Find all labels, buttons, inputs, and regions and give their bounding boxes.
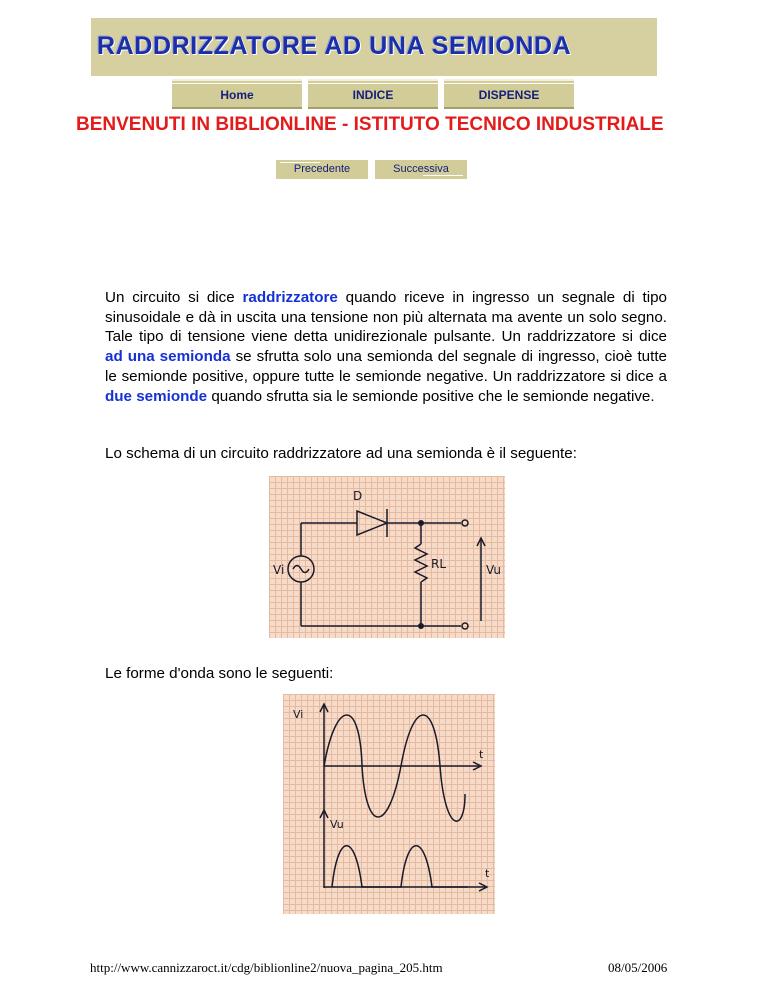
welcome-heading: BENVENUTI IN BIBLIONLINE - ISTITUTO TECNICO INDUSTRIALE xyxy=(76,114,664,135)
diode-symbol xyxy=(357,511,387,535)
keyword-ad-una-semionda: ad una semionda xyxy=(105,348,231,366)
input-wave-label: Vi xyxy=(293,708,304,721)
output-wave-label: Vu xyxy=(330,818,344,831)
output-time-label: t xyxy=(485,867,490,880)
intro-text-2: quando riceve in ingresso un segnale di tipo sinusoidale e dà in uscita una tensione non più alternata ma avente un solo segno. Tale tipo di tensione viene detta unidirezionale pulsante. Un raddrizzatore si dice xyxy=(105,289,667,346)
resistor-symbol xyxy=(415,544,427,582)
keyword-raddrizzatore: raddrizzatore xyxy=(242,289,338,306)
waveform-diagram xyxy=(283,694,495,914)
next-button[interactable] xyxy=(375,160,467,179)
circuit-diagram xyxy=(269,476,505,638)
input-sine-wave xyxy=(324,715,465,821)
input-voltage-label: Vi xyxy=(273,563,285,577)
nav-home-button[interactable] xyxy=(172,79,302,109)
intro-text-4: quando sfrutta sia le semionde positive che le semionde negative. xyxy=(207,387,655,405)
nav-indice-label: INDICE xyxy=(352,88,394,102)
keyword-due-semionde: due semionde xyxy=(105,387,208,405)
prev-button[interactable] xyxy=(276,160,368,179)
footer-url: http://www.cannizzaroct.it/cdg/biblionline2/nuova_pagina_205.htm xyxy=(90,960,443,975)
waveform-svg xyxy=(283,694,495,914)
circuit-svg xyxy=(269,476,505,638)
diode-label: D xyxy=(353,489,363,503)
resistor-label: RL xyxy=(431,557,447,571)
nav-dispense-label: DISPENSE xyxy=(478,88,540,102)
schema-caption: Lo schema di un circuito raddrizzatore ad una semionda è il seguente: xyxy=(105,445,577,462)
header-banner xyxy=(91,18,657,76)
prev-label: Precedente xyxy=(293,163,351,175)
waveform-caption: Le forme d'onda sono le seguenti: xyxy=(105,665,334,682)
footer-date: 08/05/2006 xyxy=(608,960,668,975)
nav-dispense-button[interactable] xyxy=(444,79,574,109)
intro-text-1: Un circuito si dice xyxy=(105,289,243,306)
intro-text-3: se sfrutta solo una semionda del segnale di ingresso, cioè tutte le semionde positive, oppure tutte le semionde negative. Un raddrizzatore si dice a xyxy=(105,348,668,385)
next-label: Successiva xyxy=(393,163,449,175)
output-voltage-label: Vu xyxy=(486,563,501,577)
nav-indice-button[interactable] xyxy=(308,79,438,109)
intro-paragraph xyxy=(105,288,667,406)
nav-home-label: Home xyxy=(220,88,254,102)
page-title: RADDRIZZATORE AD UNA SEMIONDA xyxy=(97,32,572,60)
input-time-label: t xyxy=(479,748,484,761)
output-rectified-wave xyxy=(332,846,468,887)
